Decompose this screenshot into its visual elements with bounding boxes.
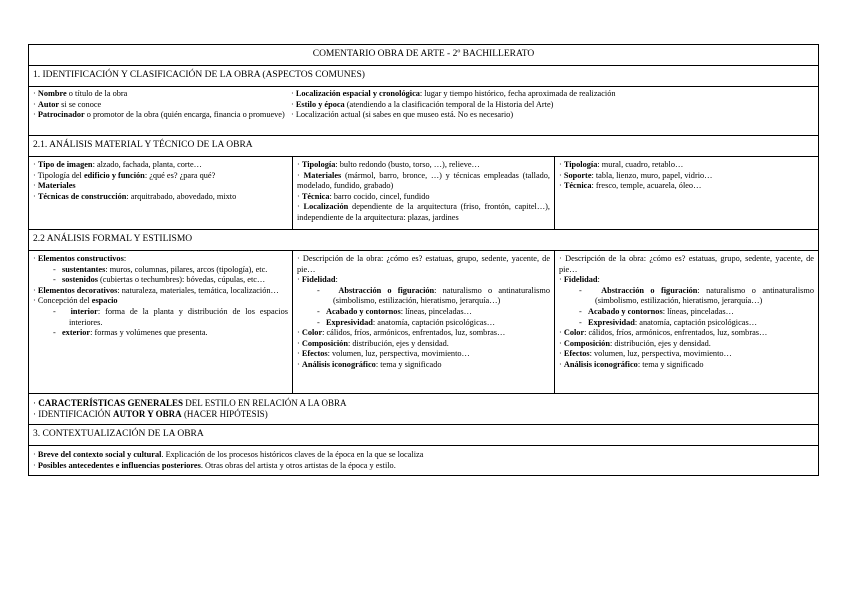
item-localizacion: · Localización espacial y cronológica: lugar y tiempo histórico, fecha aproximada de realización [291,89,616,98]
sculpture-formal-cell: · Descripción de la obra: ¿cómo es? estatuas, grupo, sedente, yacente, de pie… · Fidelidad: - Abstracción o figuración: naturalismo o antinaturalismo (simbolismo, estilización, hieratismo, jerarquía…) - Acabado y contornos: líneas, pinceladas… - Expresividad: anatomía, captación psicológicas… · Color: cálidos, fríos, armónicos, enfrentados, luz, sombras… · Composición: distribución, ejes y densidad. · Efectos: volumen, luz, perspectiva, movimiento… · Análisis iconográfico: tema y significado [293,251,555,394]
section-3-body: · Breve del contexto social y cultural. Explicación de los procesos históricos claves de la época en la que se localiza · Posibles antecedentes e influencias posteriores. Otras obras del artista y otros artistas de la época y estilo. [29,446,819,476]
architecture-material-cell: · Tipo de imagen: alzado, fachada, planta, corte… · Tipología del edificio y función: ¿qué es? ¿para qué? · Materiales · Técnicas de construcción: arquitrabado, abovedado, mixto [29,157,293,230]
painting-formal-cell: · Descripción de la obra: ¿cómo es? estatuas, grupo, sedente, yacente, de pie… · Fidelidad: - Abstracción o figuración: naturalismo o antinaturalismo (simbolismo, estilización, hieratismo, jerarquía…) - Acabado y contornos: líneas, pinceladas… - Expresividad: anatomía, captación psicológicas… · Color: cálidos, fríos, armónicos, enfrentados, luz, sombras… · Composición: distribución, ejes y densidad. · Efectos: volumen, luz, perspectiva, movimiento… · Análisis iconográfico: tema y significado [555,251,819,394]
section-2-2-heading: 2.2 ANÁLISIS FORMAL Y ESTILISMO [29,230,819,251]
item-nombre: · Nombre o título de la obra [33,89,128,98]
item-estilo: · Estilo y época (atendiendo a la clasificación temporal de la Historia del Arte) [291,99,554,109]
section-2-1-heading: 2.1. ANÁLISIS MATERIAL Y TÉCNICO DE LA OBRA [29,136,819,157]
document-title: COMENTARIO OBRA DE ARTE - 2º BACHILLERATO [29,45,819,66]
item-localizacion-actual: · Localización actual (si sabes en que museo está. No es necesario) [291,110,514,120]
item-patrocinador: · Patrocinador o promotor de la obra (quién encarga, financia o promueve) [33,110,285,120]
comment-table [28,44,819,476]
comment-template-document [28,44,818,476]
painting-material-cell: · Tipología: mural, cuadro, retablo… · Soporte: tabla, lienzo, muro, papel, vidrio… · Técnica: fresco, temple, acuarela, óleo… [555,157,819,230]
characteristics-cell: · CARACTERÍSTICAS GENERALES DEL ESTILO EN RELACIÓN A LA OBRA · IDENTIFICACIÓN AUTOR Y OBRA (HACER HIPÓTESIS) [29,394,819,425]
section-1-right [291,89,791,121]
sculpture-material-cell: · Tipología: bulto redondo (busto, torso, …), relieve… · Materiales (mármol, barro, bronce, …) y técnicas empleadas (tallado, modelado, fundido, grabado) · Técnica: barro cocido, cincel, fundido · Localización dependiente de la arquitectura (friso, frontón, capitel…), independiente de la arquitectura: plazas, jardines [293,157,555,230]
section-1-body [29,87,819,136]
architecture-formal-cell: · Elementos constructivos: - sustentantes: muros, columnas, pilares, arcos (tipología), etc. - sostenidos (cubiertas o techumbres): bóvedas, cúpulas, etc… · Elementos decorativos: naturaleza, materiales, temática, localización… · Concepción del espacio - interior: forma de la planta y distribución de los espacios interiores. - exterior: formas y volúmenes que presenta. [29,251,293,394]
item-autor: · Autor si se conoce [33,99,102,109]
section-1-left [33,89,291,121]
section-1-heading: 1. IDENTIFICACIÓN Y CLASIFICACIÓN DE LA OBRA (ASPECTOS COMUNES) [29,66,819,87]
section-3-heading: 3. CONTEXTUALIZACIÓN DE LA OBRA [29,425,819,446]
